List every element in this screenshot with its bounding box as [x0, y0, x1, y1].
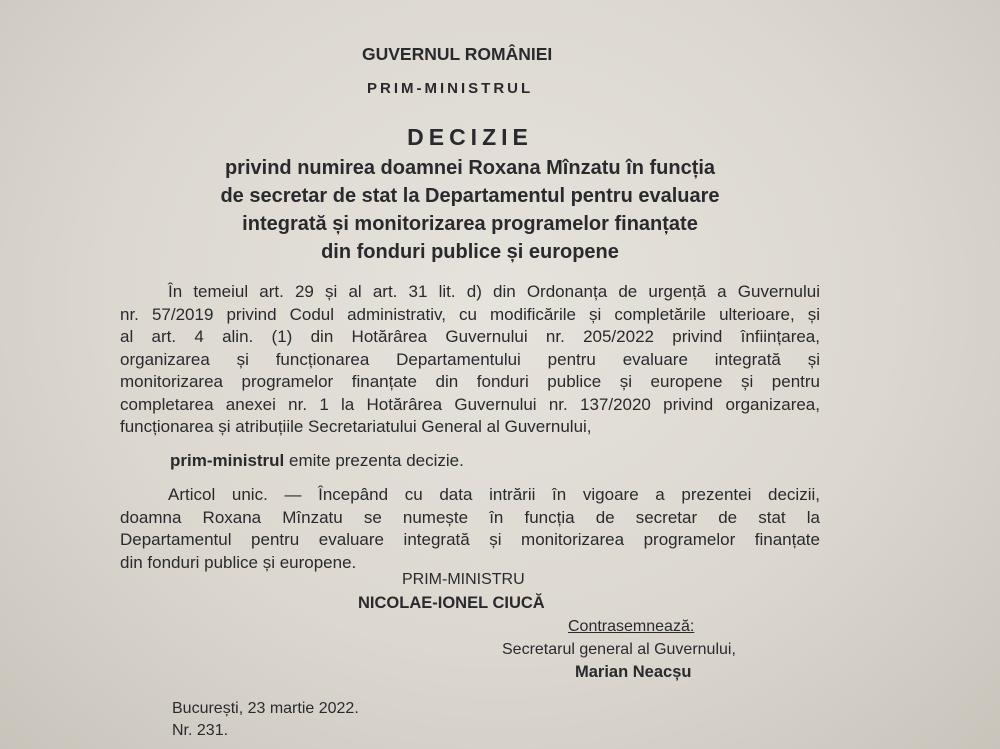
government-heading: GUVERNUL ROMÂNIEI	[362, 44, 553, 64]
preamble-line: nr. 57/2019 privind Codul administrativ, cu modificările și completările ulterioare, și	[120, 304, 820, 324]
article-line: Departamentul pentru evaluare integrată și monitorizarea programelor finanțate	[120, 530, 820, 549]
title-line: de secretar de stat la Departamentul pentru evaluare	[220, 185, 720, 207]
preamble-line: monitorizarea programelor finanțate din fonduri publice și europene și pentru	[120, 372, 820, 391]
emits-text: emite prezenta decizie.	[284, 451, 464, 470]
preamble-line: completarea anexei nr. 1 la Hotărârea Guvernului nr. 137/2020 privind organizarea,	[120, 394, 820, 414]
title-line: privind numirea doamnei Roxana Mînzatu în funcția	[224, 157, 716, 179]
preamble-line: funcționarea și atribuțiile Secretariatului General al Guvernului,	[120, 417, 592, 436]
office-heading: PRIM-MINISTRUL	[367, 80, 534, 97]
countersign-role: Secretarul general al Guvernului,	[502, 641, 736, 658]
preamble-line: În temeiul art. 29 și al art. 31 lit. d) din Ordonanța de urgență a Guvernului	[168, 282, 820, 301]
preamble-paragraph	[120, 281, 820, 439]
preamble-line: al art. 4 alin. (1) din Hotărârea Guvernului nr. 205/2022 privind înființarea,	[120, 327, 820, 346]
emits-statement	[170, 451, 464, 471]
article-line: doamna Roxana Mînzatu se numește în funcția de secretar de stat la	[120, 507, 820, 527]
document-type: DECIZIE	[407, 124, 533, 150]
article-line: din fonduri publice și europene.	[120, 552, 357, 572]
emits-subject: prim-ministrul	[170, 451, 285, 470]
signatory-role: PRIM-MINISTRU	[402, 571, 525, 588]
countersign-name: Marian Neacșu	[575, 663, 692, 681]
article-paragraph	[120, 484, 820, 574]
signatory-name: NICOLAE-IONEL CIUCĂ	[358, 594, 545, 612]
decision-number: Nr. 231.	[172, 722, 229, 739]
title-line: din fonduri publice și europene	[321, 241, 619, 263]
preamble-line: organizarea și funcționarea Departamentului pentru evaluare integrată și	[120, 349, 820, 369]
article-line: Articol unic. — Începând cu data intrării în vigoare a prezentei decizii,	[168, 485, 820, 504]
place-date: București, 23 martie 2022.	[172, 700, 359, 717]
title-line: integrată și monitorizarea programelor finanțate	[242, 213, 698, 235]
countersign-label: Contrasemnează:	[568, 618, 695, 635]
